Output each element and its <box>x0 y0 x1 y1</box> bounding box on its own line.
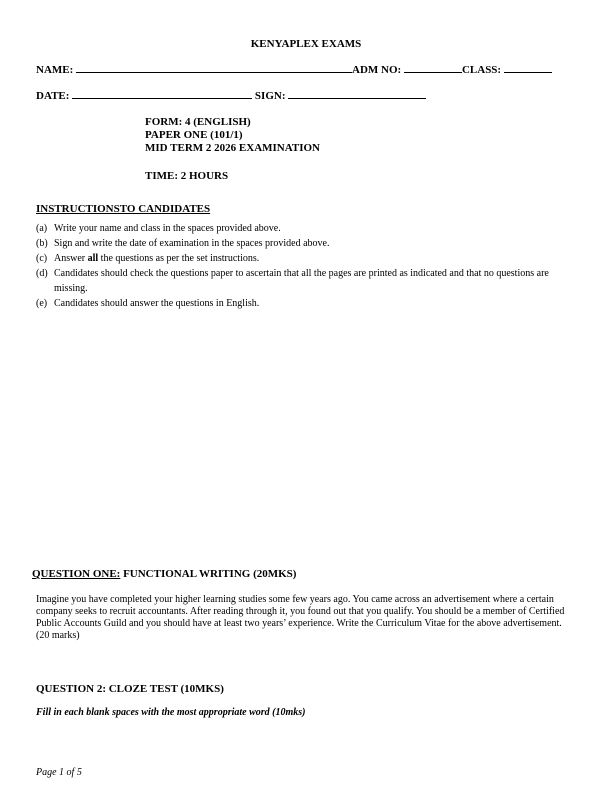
question-two-instruction: Fill in each blank spaces with the most appropriate word (10mks) <box>36 707 306 718</box>
name-adm-class-row <box>36 64 552 76</box>
date-blank-line <box>72 97 252 99</box>
instruction-text: Sign and write the date of examination in the spaces provided above. <box>54 238 330 249</box>
instruction-text-pre: Answer <box>54 253 88 264</box>
class-label: CLASS: <box>461 64 502 76</box>
adm-label: ADM NO: <box>352 64 402 76</box>
sign-blank-line <box>288 97 426 99</box>
instructions-heading: INSTRUCTIONSTO CANDIDATES <box>36 203 211 215</box>
instruction-item <box>36 221 581 236</box>
instruction-text-post: the questions as per the set instructions. <box>98 253 260 264</box>
question-one-heading <box>32 568 296 580</box>
exam-title: KENYAPLEX EXAMS <box>250 38 362 50</box>
instruction-item <box>36 236 581 251</box>
adm-blank-line <box>404 71 462 73</box>
instruction-label: (e) <box>36 298 48 309</box>
page-number: Page 1 of 5 <box>36 767 82 778</box>
form-line: FORM: 4 (ENGLISH) <box>145 116 251 128</box>
instruction-text: Write your name and class in the spaces provided above. <box>54 223 281 234</box>
instruction-label: (d) <box>36 268 48 279</box>
instruction-text <box>54 251 581 266</box>
question-one-label: QUESTION ONE: <box>32 568 121 580</box>
paper-line: PAPER ONE (101/1) <box>145 129 243 141</box>
instruction-text: Candidates should answer the questions in English. <box>54 298 260 309</box>
instruction-label: (a) <box>36 223 48 234</box>
question-two-heading: QUESTION 2: CLOZE TEST (10MKS) <box>36 683 224 695</box>
name-blank-line <box>76 71 352 73</box>
instruction-label: (c) <box>36 253 48 264</box>
date-label: DATE: <box>36 90 70 102</box>
name-label: NAME: <box>36 64 74 76</box>
instruction-item <box>36 296 581 311</box>
exam-name-line: MID TERM 2 2026 EXAMINATION <box>145 142 320 154</box>
instruction-item <box>36 251 581 266</box>
time-line: TIME: 2 HOURS <box>145 170 229 182</box>
instruction-label: (b) <box>36 238 48 249</box>
instruction-text-emphasis: all <box>87 253 99 264</box>
sign-label: SIGN: <box>254 90 286 102</box>
class-blank-line <box>504 71 552 73</box>
question-one-body: Imagine you have completed your higher learning studies some few years ago. You came across an advertisement where a certain company seeks to recruit accountants. After reading through it, you found out that you qualify. You should be a member of Certified Public Accounts Guild and you should have at least two years’ experience. Write the Curriculum Vitae for the above advertisement. (20 marks) <box>36 594 565 641</box>
instructions-list <box>36 221 581 311</box>
date-sign-row <box>36 90 426 102</box>
instruction-text: Candidates should check the questions paper to ascertain that all the pages are printed as indicated and that no questions are missing. <box>54 268 549 294</box>
instruction-item <box>36 266 581 296</box>
question-one-title: FUNCTIONAL WRITING (20MKS) <box>120 568 297 580</box>
